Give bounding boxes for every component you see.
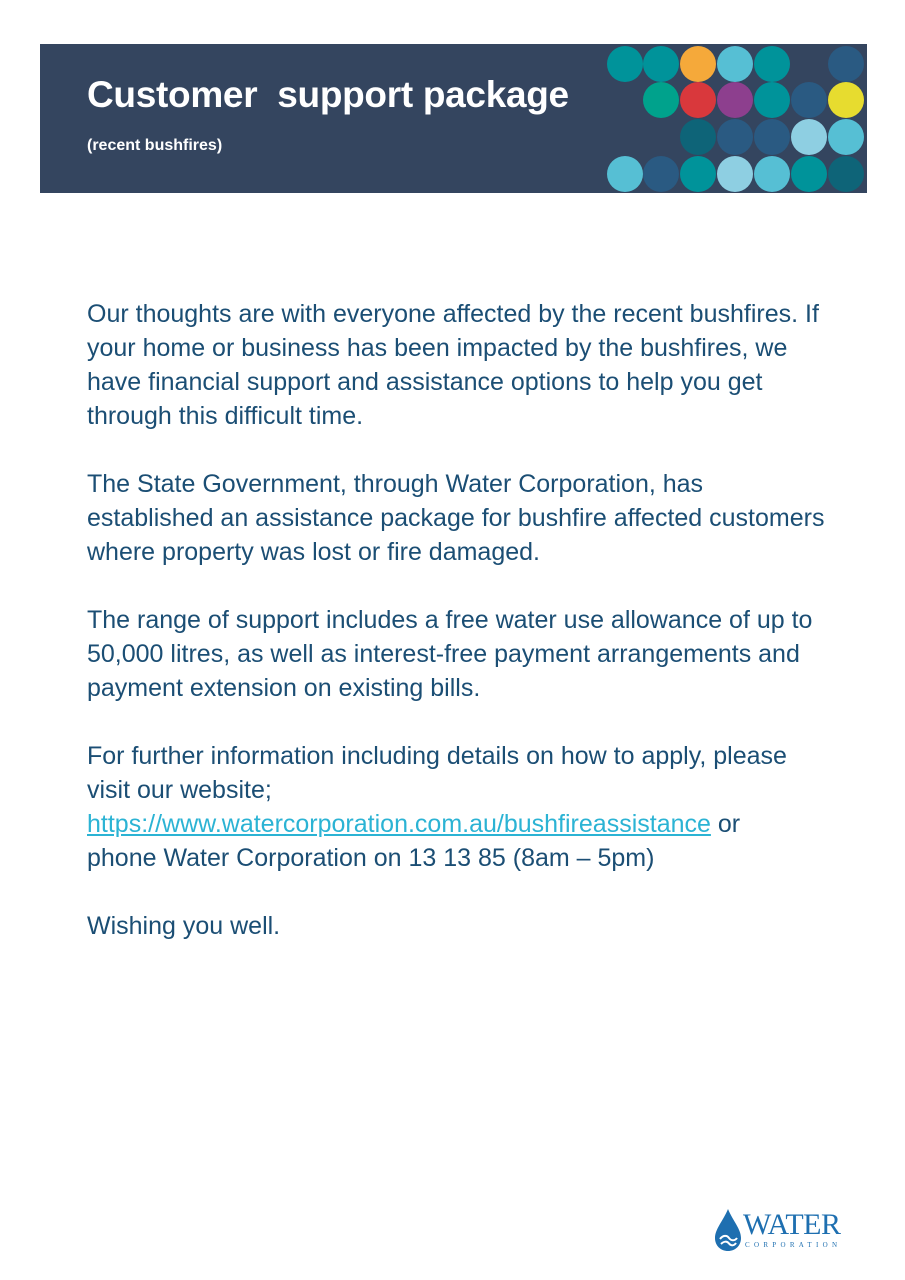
paragraph-thoughts: Our thoughts are with everyone affected by the recent bushfires. If your home or business has been impacted by the bushfires, we have financial support and assistance options to help you get through this difficult time. [87,300,819,430]
paragraph-assistance-package: The State Government, through Water Corporation, has established an assistance package for bushfire affected customers where property was lost or fire damaged. [87,470,825,566]
letter-body [87,297,827,977]
decorative-dot [607,46,643,82]
decorative-dot [607,156,643,192]
water-corporation-logo [712,1206,842,1254]
page-title: Customer support package [87,74,569,115]
header-banner [40,44,867,193]
decorative-dot [828,46,864,82]
phone-info: phone Water Corporation on 13 13 85 (8am – 5pm) [87,844,655,872]
page-subtitle: (recent bushfires) [87,137,223,154]
decorative-dot [828,119,864,155]
logo-word: WATER [743,1208,841,1241]
logo-subtitle: CORPORATION [745,1241,842,1249]
link-suffix: or [710,810,741,838]
decorative-dots [40,44,867,193]
decorative-dot [828,156,864,192]
decorative-dot [680,46,716,82]
decorative-dot [754,46,790,82]
paragraph-range-of-support: The range of support includes a free water use allowance of up to 50,000 litres, as well as interest-free payment arrangements and payment extension on existing bills. [87,606,813,702]
further-info-text: For further information including details on how to apply, please visit our website; [87,742,787,804]
decorative-dot [791,119,827,155]
decorative-dot [717,46,753,82]
decorative-dot [680,119,716,155]
decorative-dot [643,46,679,82]
decorative-dot [754,119,790,155]
decorative-dot [717,119,753,155]
decorative-dot [754,156,790,192]
decorative-dot [754,82,790,118]
bushfire-assistance-link[interactable]: https://www.watercorporation.com.au/bushfireassistance [87,810,711,838]
decorative-dot [680,156,716,192]
decorative-dot [717,156,753,192]
paragraph-further-info [87,739,827,875]
water-drop-icon [712,1208,744,1252]
decorative-dot [643,82,679,118]
decorative-dot [791,156,827,192]
closing-text: Wishing you well. [87,912,281,940]
decorative-dot [717,82,753,118]
decorative-dot [643,156,679,192]
decorative-dot [828,82,864,118]
decorative-dot [680,82,716,118]
decorative-dot [791,82,827,118]
